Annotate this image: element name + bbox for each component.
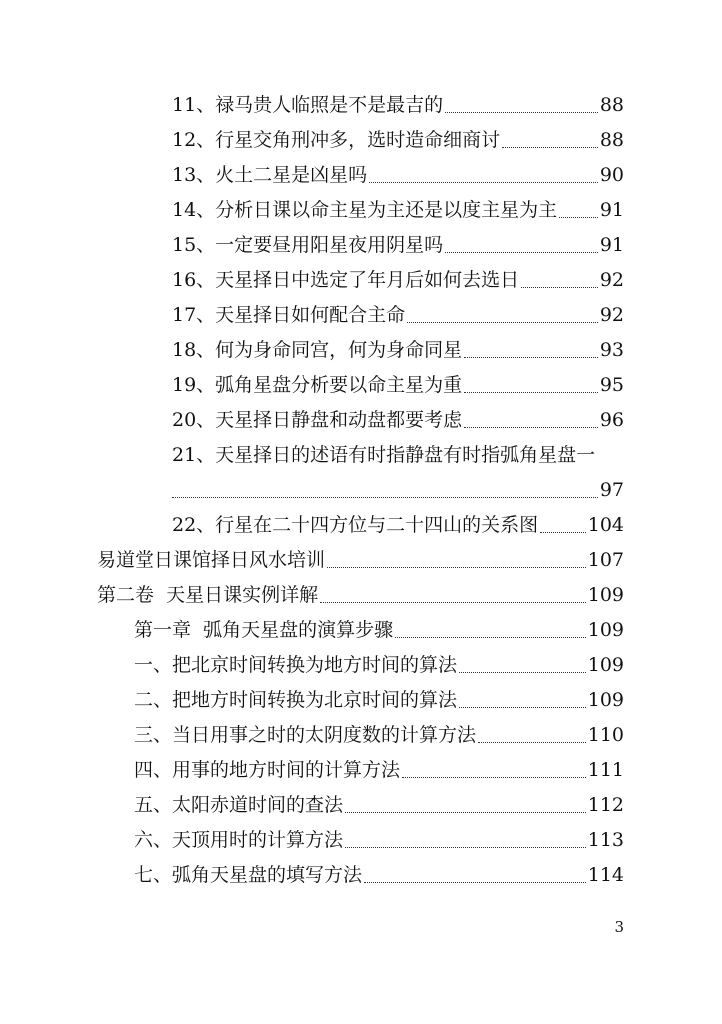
toc-entry-page: 91 [599,199,624,221]
toc-entry[interactable] [134,788,624,822]
toc-entry[interactable] [134,718,624,752]
dot-leader [521,287,598,288]
toc-entry[interactable] [172,368,624,402]
toc-entry[interactable] [134,648,624,682]
toc-entry-title: 二、把地方时间转换为北京时间的算法 [134,689,458,711]
dot-leader [407,322,598,323]
toc-entry-title: 12、行星交角刑冲多，选时造命细商讨 [172,129,501,151]
toc-entry[interactable] [97,543,624,577]
dot-leader [320,602,586,603]
toc-entry-page: 107 [587,549,624,571]
dot-leader [464,357,598,358]
toc-entry-title: 13、火土二星是凶星吗 [172,164,368,186]
toc-entry-page: 112 [587,794,624,816]
dot-leader [402,777,586,778]
dot-leader [459,672,586,673]
toc-entry-title: 17、天星择日如何配合主命 [172,304,406,326]
toc-entry-page: 91 [599,234,624,256]
toc-entry-page: 88 [599,129,624,151]
dot-leader [464,427,598,428]
toc-entry-title: 七、弧角天星盘的填写方法 [134,864,363,886]
toc-entry-page: 109 [587,654,624,676]
toc-entry-page: 113 [587,829,624,851]
toc-entry[interactable] [172,88,624,122]
toc-entry-title: 18、何为身命同宫，何为身命同星 [172,339,463,361]
toc-entry[interactable] [172,438,624,472]
dot-leader [345,812,586,813]
toc-entry[interactable] [134,823,624,857]
toc-entry-page: 92 [599,269,624,291]
toc-entry-title: 第一章 弧角天星盘的演算步骤 [134,619,394,641]
toc-entry-title: 五、太阳赤道时间的查法 [134,794,344,816]
toc-entry[interactable] [172,403,624,437]
toc-entry-title: 14、分析日课以命主星为主还是以度主星为主 [172,199,558,221]
toc-entry-page: 90 [599,164,624,186]
toc-entry-page: 109 [587,689,624,711]
toc-entry-page: 95 [599,374,624,396]
toc-entry[interactable] [134,683,624,717]
toc-entry-title: 22、行星在二十四方位与二十四山的关系图 [172,514,539,536]
toc-entry-title: 易道堂日课馆择日风水培训 [97,549,326,571]
toc-entry-page: 104 [587,514,624,536]
toc-entry-page: 109 [587,619,624,641]
toc-entry[interactable] [172,333,624,367]
dot-leader [502,147,598,148]
dot-leader [459,707,586,708]
toc-entry[interactable] [172,298,624,332]
toc-entry-title: 六、天顶用时的计算方法 [134,829,344,851]
dot-leader [364,882,586,883]
toc-entry-title: 21、天星择日的述语有时指静盘有时指弧角星盘一 [172,444,596,466]
toc-entry-page: 114 [587,864,624,886]
toc-entry[interactable] [134,613,624,647]
toc-entry-page: 96 [599,409,624,431]
toc-entry-page: 93 [599,339,624,361]
toc-entry-page: 109 [587,584,624,606]
dot-leader [345,847,586,848]
toc-entry-title: 三、当日用事之时的太阴度数的计算方法 [134,724,477,746]
toc-entry-title: 11、禄马贵人临照是不是最吉的 [172,94,444,116]
toc-entry-page: 111 [587,759,624,781]
toc-entry[interactable] [172,508,624,542]
page-number: 3 [614,918,624,936]
toc-entry[interactable] [134,753,624,787]
toc-entry-title: 16、天星择日中选定了年月后如何去选日 [172,269,520,291]
toc-entry[interactable] [172,263,624,297]
toc-entry-page: 92 [599,304,624,326]
toc-entry[interactable] [134,858,624,892]
toc-entry[interactable] [172,193,624,227]
dot-leader [369,182,598,183]
toc-entry-continuation[interactable] [172,473,624,507]
toc-entry-title: 19、弧角星盘分析要以命主星为重 [172,374,463,396]
toc-entry-page: 88 [599,94,624,116]
toc-entry-page: 110 [587,724,624,746]
dot-leader [327,567,586,568]
dot-leader [445,112,598,113]
toc-entry-page: 97 [599,479,624,501]
toc-entry[interactable] [172,228,624,262]
toc-entry-title: 15、一定要昼用阳星夜用阴星吗 [172,234,444,256]
toc-entry-title: 20、天星择日静盘和动盘都要考虑 [172,409,463,431]
dot-leader [464,392,598,393]
dot-leader [478,742,586,743]
dot-leader [559,217,598,218]
toc-entry-title: 第二卷 天星日课实例详解 [97,584,319,606]
toc-entry[interactable] [172,158,624,192]
dot-leader [395,637,586,638]
dot-leader [540,532,586,533]
toc-entry-title: 四、用事的地方时间的计算方法 [134,759,401,781]
dot-leader [172,497,598,498]
toc-entry-title: 一、把北京时间转换为地方时间的算法 [134,654,458,676]
dot-leader [445,252,598,253]
toc-entry[interactable] [172,123,624,157]
toc-entry[interactable] [97,578,624,612]
